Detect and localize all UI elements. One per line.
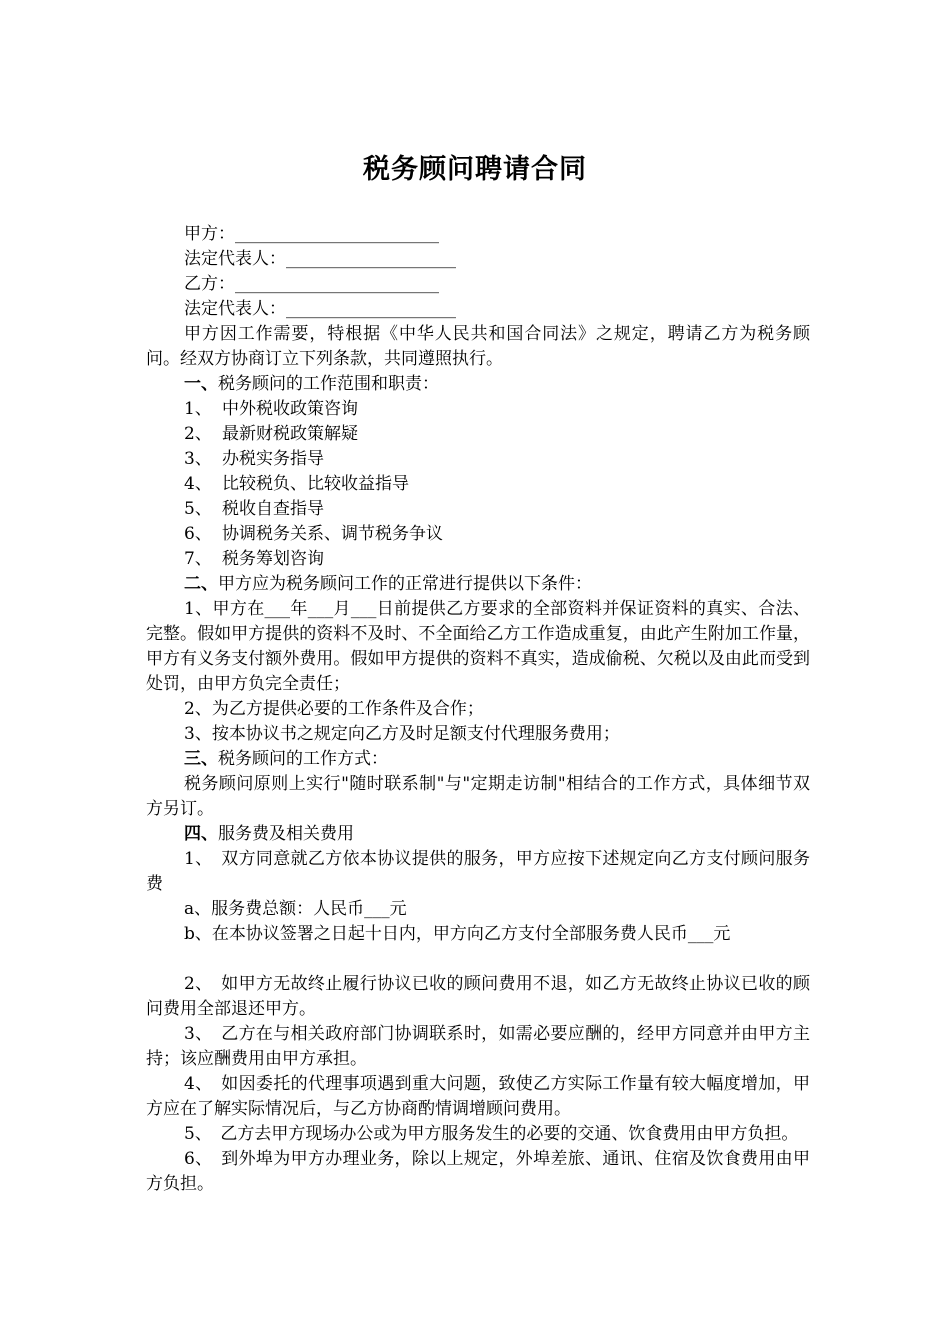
item-text: 中外税收政策咨询 [222,399,358,419]
party-a-rep-blank: ____________________ [286,249,456,269]
section-2-heading [146,572,810,597]
contract-body [146,222,810,1197]
party-b-blank: ________________________ [235,274,439,294]
item-num: 7、 [184,549,212,569]
section-1-heading [146,372,810,397]
section-3-num: 三、 [184,749,218,769]
party-a-rep-line [146,247,810,272]
section-4-heading [146,822,810,847]
section-3-title: 税务顾问的工作方式： [218,749,388,769]
document-title: 税务顾问聘请合同 [363,154,587,185]
item-text: 比较税负、比较收益指导 [222,474,409,494]
section-1-num: 一、 [184,374,218,394]
section-2-item: 1、甲方在___年___月___日前提供乙方要求的全部资料并保证资料的真实、合法、完整。假如甲方提供的资料不及时、不全面给乙方工作造成重复，由此产生附加工作量，甲方有义务支付额外费用。假如甲方提供的资料不真实，造成偷税、欠税以及由此而受到处罚，由甲方负完全责任； [146,599,810,694]
section-1-item [146,497,810,522]
section-1-title: 税务顾问的工作范围和职责： [218,374,439,394]
section-2-title: 甲方应为税务顾问工作的正常进行提供以下条件： [218,574,592,594]
section-4-title: 服务费及相关费用 [218,824,354,844]
party-b-rep-label: 法定代表人： [184,299,286,319]
party-b-rep-blank: ____________________ [286,299,456,319]
item-num: 5、 [184,499,212,519]
section-1-item [146,472,810,497]
section-3-paragraph: 税务顾问原则上实行"随时联系制"与"定期走访制"相结合的工作方式，具体细节双方另订。 [146,774,810,819]
section-1-item [146,397,810,422]
section-4-item-1: 1、 双方同意就乙方依本协议提供的服务，甲方应按下述规定向乙方支付顾问服务费 [146,849,810,894]
section-1-item [146,422,810,447]
fee-total-line: a、服务费总额：人民币___元 [184,899,407,919]
section-1-item [146,447,810,472]
section-4-item: 4、 如因委托的代理事项遇到重大问题，致使乙方实际工作量有较大幅度增加，甲方应在了解实际情况后，与乙方协商酌情调增顾问费用。 [146,1074,810,1119]
item-text: 税收自查指导 [222,499,324,519]
fee-payment-line: b、在本协议签署之日起十日内，甲方向乙方支付全部服务费人民币___元 [184,924,731,944]
item-text: 税务筹划咨询 [222,549,324,569]
section-4-item: 2、 如甲方无故终止履行协议已收的顾问费用不退，如乙方无故终止协议已收的顾问费用全部退还甲方。 [146,974,810,1019]
party-a-label: 甲方： [184,224,235,244]
section-1-item [146,522,810,547]
section-2-item: 3、按本协议书之规定向乙方及时足额支付代理服务费用； [184,724,620,744]
item-num: 2、 [184,424,212,444]
item-num: 3、 [184,449,212,469]
party-b-line [146,272,810,297]
section-3-heading [146,747,810,772]
section-4-item: 6、 到外埠为甲方办理业务，除以上规定，外埠差旅、通讯、住宿及饮食费用由甲方负担。 [146,1149,810,1194]
item-text: 办税实务指导 [222,449,324,469]
party-b-rep-line [146,297,810,322]
item-num: 6、 [184,524,212,544]
section-4-item: 3、 乙方在与相关政府部门协调联系时，如需必要应酬的，经甲方同意并由甲方主持；该应酬费用由甲方承担。 [146,1024,810,1069]
section-1-item [146,547,810,572]
item-text: 最新财税政策解疑 [222,424,358,444]
section-4-num: 四、 [184,824,218,844]
section-2-item: 2、为乙方提供必要的工作条件及合作； [184,699,484,719]
blank-line [146,947,810,972]
intro-paragraph: 甲方因工作需要，特根据《中华人民共和国合同法》之规定，聘请乙方为税务顾问。经双方协商订立下列条款，共同遵照执行。 [146,324,810,369]
section-4-item: 5、 乙方去甲方现场办公或为甲方服务发生的必要的交通、饮食费用由甲方负担。 [184,1124,799,1144]
item-num: 1、 [184,399,212,419]
item-text: 协调税务关系、调节税务争议 [222,524,443,544]
party-a-rep-label: 法定代表人： [184,249,286,269]
party-b-label: 乙方： [184,274,235,294]
party-a-blank: ________________________ [235,224,439,244]
section-2-num: 二、 [184,574,218,594]
item-num: 4、 [184,474,212,494]
party-a-line [146,222,810,247]
